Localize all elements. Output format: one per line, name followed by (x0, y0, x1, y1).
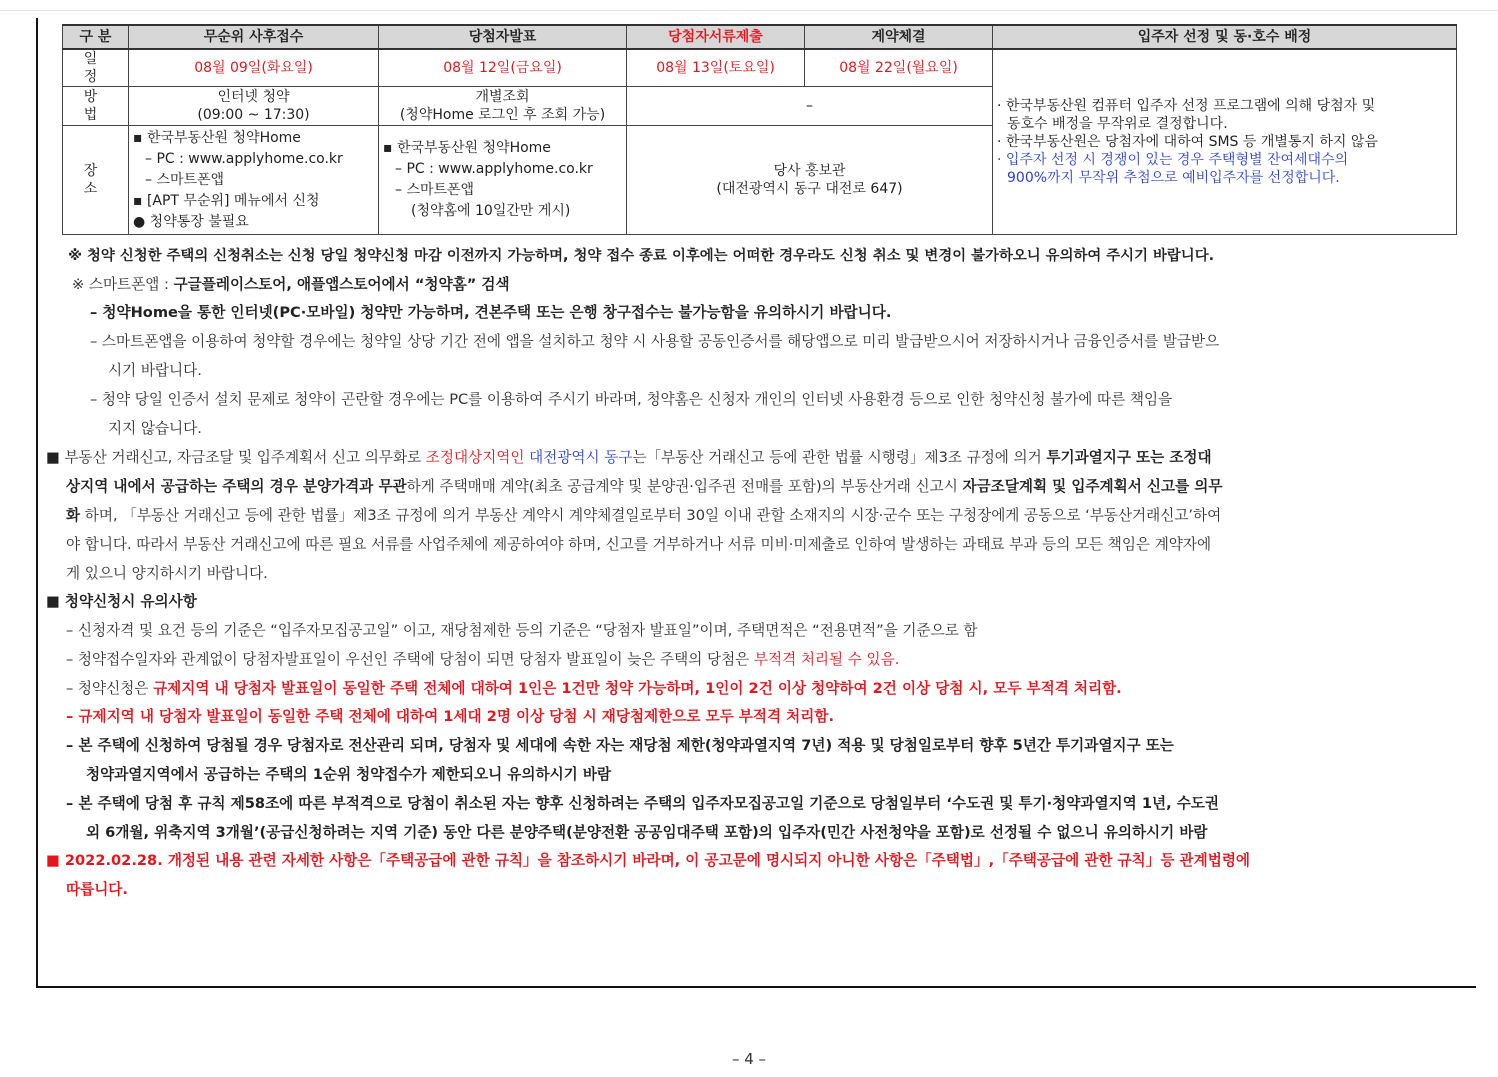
report-region-red: 조정대상지역인 (425, 449, 530, 466)
caution-red: 규제지역 내 당첨자 발표일이 동일한 주택 전체에 대하여 1인은 1건만 청약 가능하며, 1인이 2건 이상 청약하여 2건 이상 당첨 시, 모두 부적격 처리함. (153, 680, 1122, 697)
place-line: ● 청약통장 불필요 (133, 213, 249, 230)
report-line: 게 있으니 양지하시기 바랍니다. (66, 565, 268, 582)
report-bold: 화 (66, 507, 81, 524)
place-line: – 스마트폰앱 (145, 171, 225, 188)
caution-title: ■ 청약신청시 유의사항 (46, 593, 197, 610)
method-line: (09:00 ~ 17:30) (197, 107, 310, 123)
report-line (66, 477, 1222, 497)
caution-item (66, 650, 899, 670)
caution-text: – 청약신청은 (66, 680, 154, 697)
header-post-application: 무순위 사후접수 (129, 25, 379, 49)
place-line: ▪ 한국부동산원 청약Home (133, 129, 301, 146)
selection-line: · 입주자 선정 시 경쟁이 있는 경우 주택형별 잔여세대수의 (997, 152, 1349, 168)
note-app-prefix: ※ 스마트폰앱 : (72, 276, 174, 293)
row-label-schedule: 일 정 (63, 49, 129, 87)
table-header-row (63, 25, 1457, 49)
schedule-date-application: 08월 09일(화요일) (129, 49, 379, 87)
caution-item (66, 679, 1122, 699)
report-bold: 상지역 내에서 공급하는 주택의 경우 분양가격과 무관 (66, 478, 407, 495)
final-note-cont: 따릅니다. (66, 881, 128, 898)
caution-red: 부적격 처리될 수 있음. (753, 651, 900, 668)
caution-item-cont: 청약과열지역에서 공급하는 주택의 1순위 청약접수가 제한되오니 유의하시기 바람 (86, 766, 612, 783)
method-announcement (379, 87, 627, 126)
header-winner-announcement: 당첨자발표 (379, 25, 627, 49)
place-line: – PC : www.applyhome.co.kr (395, 161, 593, 177)
top-divider (0, 0, 1498, 11)
place-line: (청약홈에 10일간만 게시) (411, 203, 571, 219)
selection-line: · 한국부동산원은 당첨자에 대하여 SMS 등 개별통지 하지 않음 (997, 134, 1378, 150)
report-text: 는「부동산 거래신고 등에 관한 법률 시행령」제3조 규정에 의거 (632, 449, 1047, 466)
row-label-place: 장 소 (63, 126, 129, 235)
note-cancel: ※ 청약 신청한 주택의 신청취소는 신청 당일 청약신청 마감 이전까지 가능하며, 청약 접수 종료 이후에는 어떠한 경우라도 신청 취소 및 변경이 불가하오니 유의하여 주시기 바랍니다. (68, 248, 1215, 264)
schedule-date-announcement: 08월 12일(금요일) (379, 49, 627, 87)
place-line: 당사 홍보관 (773, 163, 846, 179)
place-line: – 스마트폰앱 (395, 182, 475, 198)
report-bold: 자금조달계획 및 입주계획서 신고를 의무 (962, 478, 1223, 495)
final-note: ■ 2022.02.28. 개정된 내용 관련 자세한 사항은「주택공급에 관한 규칙」을 참조하시기 바라며, 이 공고문에 명시되지 아니한 사항은「주택법」,「주택공급에 관한 규칙」등 관계법령에 (46, 852, 1251, 869)
report-bold: 투기과열지구 또는 조정대 (1046, 449, 1212, 466)
page-number: – 4 – (731, 1050, 767, 1068)
caution-item: – 신청자격 및 요건 등의 기준은 “입주자모집공고일” 이고, 재당첨제한 등의 기준은 “당첨자 발표일”이며, 주택면적은 “전용면적”을 기준으로 함 (66, 622, 978, 639)
header-contract: 계약체결 (805, 25, 993, 49)
report-line: 야 합니다. 따라서 부동산 거래신고에 따른 필요 서류를 사업주체에 제공하여야 하며, 신고를 거부하거나 서류 미비·미제출로 인하여 발생하는 과태료 부과 등의 모든 책임은 계약자에 (66, 536, 1212, 553)
header-document-submission: 당첨자서류제출 (627, 25, 805, 49)
caution-item: – 규제지역 내 당첨자 발표일이 동일한 주택 전체에 대하여 1세대 2명 이상 당첨 시 재당첨제한으로 모두 부적격 처리함. (66, 708, 835, 725)
note-certificate-cont: 지지 않습니다. (108, 420, 202, 437)
report-line (66, 506, 1221, 526)
place-office (627, 126, 993, 235)
selection-line: · 한국부동산원 컴퓨터 입주자 선정 프로그램에 의해 당첨자 및 (997, 98, 1376, 114)
header-category: 구 분 (63, 25, 129, 49)
caution-item: – 본 주택에 신청하여 당첨될 경우 당첨자로 전산관리 되며, 당첨자 및 세대에 속한 자는 재당첨 제한(청약과열지역 7년) 적용 및 당첨일로부터 향후 5년간 투기과열지구 또는 (66, 737, 1174, 754)
note-smartphone: – 스마트폰앱을 이용하여 청약할 경우에는 청약일 상당 기간 전에 앱을 설치하고 청약 시 사용할 공동인증서를 해당앱으로 미리 발급받으시어 저장하시거나 금융인증서를 발급받으 (90, 333, 1220, 350)
place-application (129, 126, 379, 235)
caution-text: – 청약접수일자와 관계없이 당첨자발표일이 우선인 주택에 당첨이 되면 당첨자 발표일이 늦은 주택의 당첨은 (66, 651, 754, 668)
schedule-table (62, 24, 1457, 235)
caution-item-cont: 외 6개월, 위축지역 3개월’(공급신청하려는 지역 기준) 동안 다른 분양주택(분양전환 공공임대주택 포함)의 입주자(민간 사전청약을 포함)로 선정될 수 없으니 유의하시기 바람 (86, 824, 1208, 841)
report-line (46, 448, 1212, 468)
note-certificate: – 청약 당일 인증서 설치 문제로 청약이 곤란할 경우에는 PC를 이용하여 주시기 바라며, 청약홈은 신청자 개인의 인터넷 사용환경 등으로 인한 청약신청 불가에 따른 책임을 (90, 391, 1173, 408)
header-selection: 입주자 선정 및 동·호수 배정 (993, 25, 1457, 49)
method-line: 개별조회 (475, 89, 530, 105)
report-text: 부동산 거래신고, 자금조달 및 입주계획서 신고 의무화로 (64, 449, 426, 466)
note-smartphone-cont: 시기 바랍니다. (108, 362, 202, 379)
method-line: (청약Home 로그인 후 조회 가능) (399, 107, 606, 123)
report-text: 하게 주택매매 계약(최초 공급계약 및 분양권·입주권 전매를 포함)의 부동산거래 신고시 (406, 478, 963, 495)
table-row (63, 49, 1457, 87)
report-text: 하며, 「부동산 거래신고 등에 관한 법률」제3조 규정에 의거 부동산 계약시 계약체결일로부터 30일 이내 관할 소재지의 시장·군수 또는 구청장에게 공동으로 ‘부동산거래신고’하여 (80, 507, 1222, 524)
selection-line: 900%까지 무작위 추첨으로 예비입주자를 선정합니다. (1007, 170, 1340, 186)
schedule-date-contract: 08월 22일(월요일) (805, 49, 993, 87)
selection-description (993, 49, 1457, 235)
selection-line: 동호수 배정을 무작위로 결정합니다. (1007, 116, 1228, 132)
caution-item: – 본 주택에 당첨 후 규칙 제58조에 따른 부적격으로 당첨이 취소된 자는 향후 신청하려는 주택의 입주자모집공고일 기준으로 당첨일부터 ‘수도권 및 투기·청약과열지역 1년, 수도권 (66, 795, 1220, 812)
place-line: ▪ [APT 무순위] 메뉴에서 신청 (133, 192, 320, 209)
row-label-method: 방 법 (63, 87, 129, 126)
place-announcement (379, 126, 627, 235)
place-line: (대전광역시 동구 대전로 647) (716, 181, 903, 197)
note-app-search: 구글플레이스토어, 애플앱스토어에서 “청약홈” 검색 (173, 276, 510, 293)
method-dash: – (627, 87, 993, 126)
report-region-blue: 대전광역시 동구 (529, 449, 633, 466)
place-line: ▪ 한국부동산원 청약Home (383, 140, 551, 156)
note-internet-only: – 청약Home을 통한 인터넷(PC·모바일) 청약만 가능하며, 견본주택 또는 은행 창구접수는 불가능함을 유의하시기 바랍니다. (90, 304, 892, 321)
method-application (129, 87, 379, 126)
note-app (72, 275, 510, 295)
schedule-date-documents: 08월 13일(토요일) (627, 49, 805, 87)
place-line: – PC : www.applyhome.co.kr (145, 150, 343, 167)
square-bullet-icon: ■ (46, 449, 60, 466)
method-line: 인터넷 청약 (217, 89, 290, 105)
